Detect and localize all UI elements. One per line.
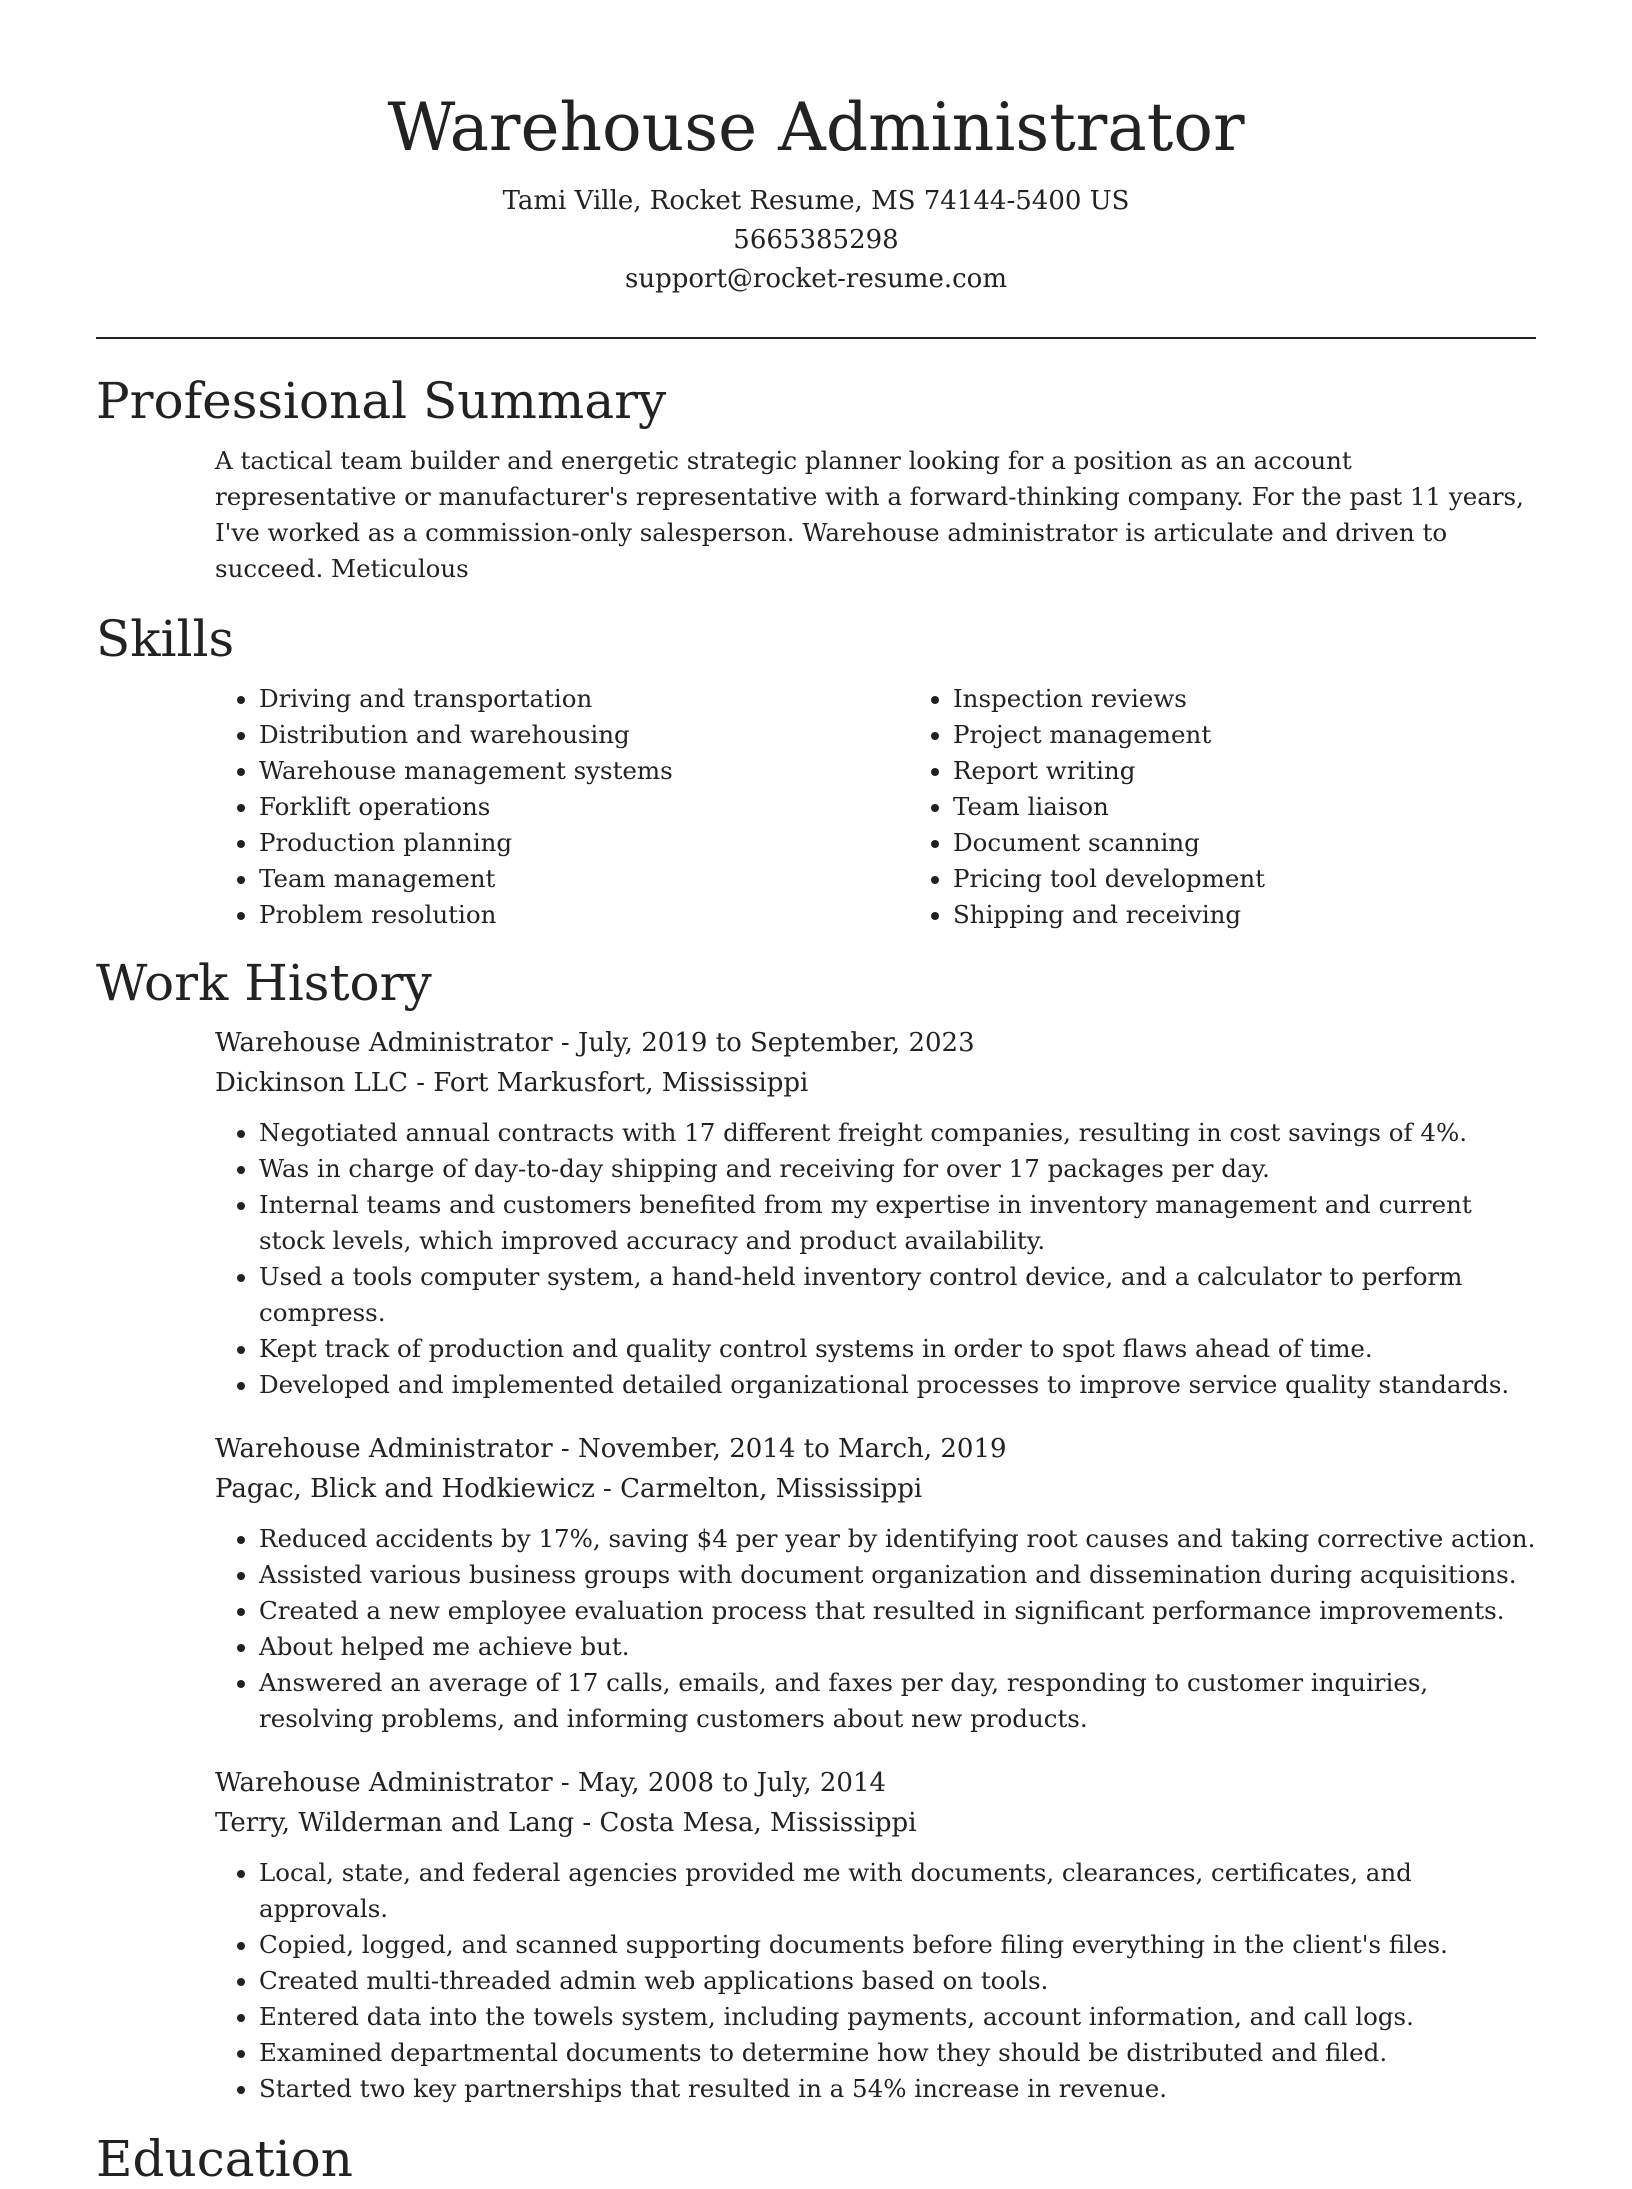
skill-item: • Project management xyxy=(953,717,1603,753)
job-bullet: • Reduced accidents by 17%, saving $4 per year by identifying root causes and taking corrective action. xyxy=(259,1521,1536,1557)
skill-item: • Document scanning xyxy=(953,825,1603,861)
job-role: Warehouse Administrator xyxy=(215,1434,553,1464)
job-bullet: • Created multi-threaded admin web applications based on tools. xyxy=(259,1963,1536,1999)
candidate-name: Warehouse Administrator xyxy=(387,89,1245,166)
skills-title: Skills xyxy=(96,610,235,668)
job-title-line xyxy=(215,1763,1536,1803)
job-company-line xyxy=(215,1469,1536,1509)
job-company-line xyxy=(215,1063,1536,1103)
job-company: Terry, Wilderman and Lang xyxy=(215,1808,575,1838)
education-title: Education xyxy=(96,2130,353,2188)
header-divider xyxy=(96,337,1536,339)
skill-item: • Distribution and warehousing xyxy=(259,717,909,753)
job-bullet: • Started two key partnerships that resulted in a 54% increase in revenue. xyxy=(259,2071,1536,2107)
job-bullet: • Local, state, and federal agencies provided me with documents, clearances, certificates, and approvals. xyxy=(259,1855,1536,1927)
job-company: Pagac, Blick and Hodkiewicz xyxy=(215,1474,595,1504)
job-entry xyxy=(96,1429,1536,1737)
job-company-line xyxy=(215,1803,1536,1843)
job-dates: - May, 2008 to July, 2014 xyxy=(552,1768,887,1798)
contact-block xyxy=(96,182,1536,299)
job-bullet: • Copied, logged, and scanned supporting documents before filing everything in the client's files. xyxy=(259,1927,1536,1963)
job-title-line xyxy=(215,1429,1536,1469)
skill-item: • Report writing xyxy=(953,753,1603,789)
resume-header xyxy=(96,0,1536,299)
job-role: Warehouse Administrator xyxy=(215,1768,553,1798)
contact-email: support@rocket-resume.com xyxy=(624,264,1007,294)
work-history-title: Work History xyxy=(96,954,432,1012)
summary-text: A tactical team builder and energetic strategic planner looking for a position as an account representative or manufacturer's representative with a forward-thinking company. For the past 11 years, I've worked as a commission-only salesperson. Warehouse administrator is articulate and driven to succeed. Meticulous xyxy=(215,446,1524,583)
summary-title: Professional Summary xyxy=(96,372,667,430)
job-entry xyxy=(96,1023,1536,1403)
skill-item: • Pricing tool development xyxy=(953,861,1603,897)
job-bullet: • Assisted various business groups with document organization and dissemination during acquisitions. xyxy=(259,1557,1536,1593)
job-bullet: • Negotiated annual contracts with 17 different freight companies, resulting in cost savings of 4%. xyxy=(259,1115,1536,1151)
job-bullet: • Used a tools computer system, a hand-held inventory control device, and a calculator to perform compress. xyxy=(259,1259,1536,1331)
skill-item: • Team management xyxy=(259,861,909,897)
job-dates: - November, 2014 to March, 2019 xyxy=(552,1434,1007,1464)
skill-item: • Problem resolution xyxy=(259,897,909,933)
job-location: - Fort Markusfort, Mississippi xyxy=(407,1068,809,1098)
job-company: Dickinson LLC xyxy=(215,1068,408,1098)
skills-list-right xyxy=(909,681,1603,933)
job-bullets xyxy=(215,1521,1536,1737)
job-bullet: • Internal teams and customers benefited from my expertise in inventory management and current stock levels, which improved accuracy and product availability. xyxy=(259,1187,1536,1259)
job-role: Warehouse Administrator xyxy=(215,1028,553,1058)
skill-item: • Team liaison xyxy=(953,789,1603,825)
job-bullet: • Entered data into the towels system, including payments, account information, and call logs. xyxy=(259,1999,1536,2035)
job-entry xyxy=(96,1763,1536,2107)
job-bullet: • Was in charge of day-to-day shipping and receiving for over 17 packages per day. xyxy=(259,1151,1536,1187)
resume-page xyxy=(96,0,1536,2189)
job-bullet: • Developed and implemented detailed organizational processes to improve service quality standards. xyxy=(259,1367,1536,1403)
job-bullet: • Examined departmental documents to determine how they should be distributed and filed. xyxy=(259,2035,1536,2071)
skill-item: • Shipping and receiving xyxy=(953,897,1603,933)
job-title-line xyxy=(215,1023,1536,1063)
skill-item: • Production planning xyxy=(259,825,909,861)
skill-item: • Driving and transportation xyxy=(259,681,909,717)
skills-section xyxy=(96,609,1536,933)
job-bullets xyxy=(215,1855,1536,2107)
job-location: - Carmelton, Mississippi xyxy=(594,1474,923,1504)
job-dates: - July, 2019 to September, 2023 xyxy=(552,1028,975,1058)
work-history-section xyxy=(96,953,1536,2107)
job-bullet: • Kept track of production and quality control systems in order to spot flaws ahead of time. xyxy=(259,1331,1536,1367)
job-bullet: • About helped me achieve but. xyxy=(259,1629,1536,1665)
skill-item: • Forklift operations xyxy=(259,789,909,825)
job-bullet: • Created a new employee evaluation process that resulted in significant performance improvements. xyxy=(259,1593,1536,1629)
education-section xyxy=(96,2129,1536,2189)
contact-address: Tami Ville, Rocket Resume, MS 74144-5400 US xyxy=(502,186,1130,216)
summary-section xyxy=(96,371,1536,587)
skill-item: • Warehouse management systems xyxy=(259,753,909,789)
job-bullet: • Answered an average of 17 calls, emails, and faxes per day, responding to customer inquiries, resolving problems, and informing customers about new products. xyxy=(259,1665,1536,1737)
contact-phone: 5665385298 xyxy=(733,225,899,255)
job-bullets xyxy=(215,1115,1536,1403)
skill-item: • Inspection reviews xyxy=(953,681,1603,717)
skills-list-left xyxy=(215,681,909,933)
job-location: - Costa Mesa, Mississippi xyxy=(574,1808,917,1838)
